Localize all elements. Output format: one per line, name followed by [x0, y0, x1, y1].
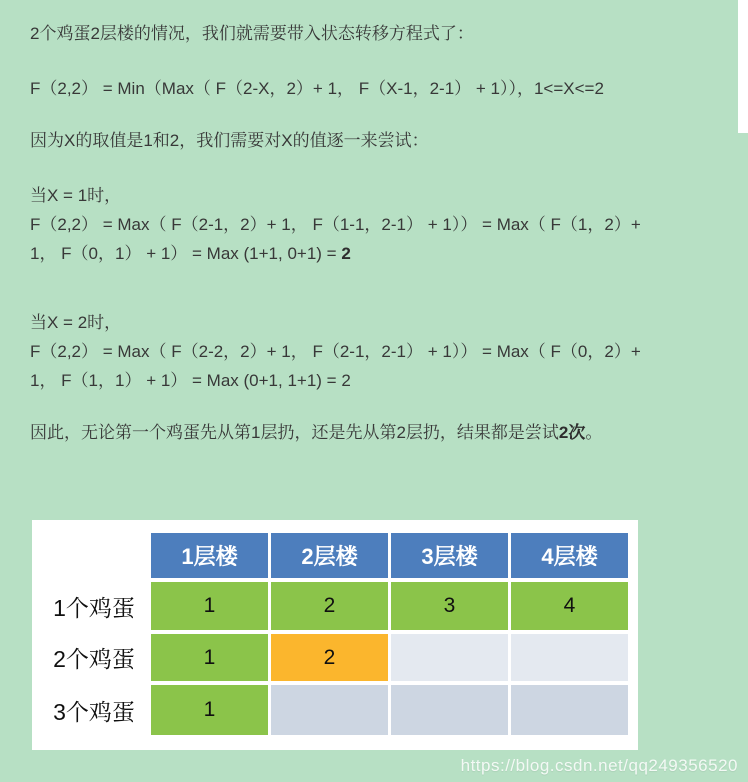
conclusion-emphasis: 2次: [558, 423, 586, 442]
case-x2-heading: 当X = 2时，: [30, 313, 122, 332]
try-x-paragraph: 因为X的取值是1和2，我们需要对X的值逐一来尝试：: [30, 131, 429, 150]
table-cell-r2c1: 1: [151, 634, 268, 681]
table-cell-r3c3-empty: [391, 685, 508, 735]
table-header-floor-1: 1层楼: [151, 533, 268, 578]
table-header-floor-4: 4层楼: [511, 533, 628, 578]
row-label-2-eggs: 2个鸡蛋: [40, 634, 148, 681]
egg-floor-table-panel: [32, 520, 638, 750]
conclusion-text: 因此，无论第一个鸡蛋先从第1层扔，还是先从第2层扔，结果都是尝试: [30, 423, 559, 442]
table-cell-r1c2: 2: [271, 582, 388, 630]
table-cell-r1c3: 3: [391, 582, 508, 630]
row-label-1-egg: 1个鸡蛋: [40, 582, 148, 630]
case-x2-formula-line1: F（2,2） = Max（ F（2-2，2）+ 1， F（2-1，2-1） + 1）） = Max（ F（0，2）+: [30, 342, 641, 361]
table-header-floor-2: 2层楼: [271, 533, 388, 578]
conclusion-period: 。: [585, 423, 603, 442]
scrollbar-track[interactable]: [738, 0, 748, 133]
table-cell-r1c4: 4: [511, 582, 628, 630]
table-cell-r3c2-empty: [271, 685, 388, 735]
case-x1-heading: 当X = 1时，: [30, 186, 122, 205]
watermark-url: https://blog.csdn.net/qq249356520: [460, 756, 738, 775]
case-x1-result: 2: [341, 244, 351, 263]
conclusion-paragraph: [30, 418, 602, 447]
case-x1-formula-line2: [30, 239, 641, 268]
table-cell-r2c2-highlighted: 2: [271, 634, 388, 681]
table-corner-cell: [40, 533, 148, 578]
egg-floor-table: [40, 533, 628, 735]
intro-paragraph: 2个鸡蛋2层楼的情况，我们就需要带入状态转移方程式了：: [30, 24, 474, 43]
row-label-3-eggs: 3个鸡蛋: [40, 685, 148, 735]
case-x1-formula-line1: F（2,2） = Max（ F（2-1，2）+ 1， F（1-1，2-1） + 1）） = Max（ F（1，2）+: [30, 215, 641, 234]
case-x2-formula-line2: 1， F（1，1） + 1） = Max (0+1, 1+1) = 2: [30, 371, 351, 390]
case-x2-block: [30, 308, 641, 395]
state-transition-formula: F（2,2） = Min（Max（ F（2-X，2）+ 1， F（X-1，2-1） + 1）），1<=X<=2: [30, 79, 604, 98]
case-x1-block: [30, 181, 641, 268]
table-cell-r3c1: 1: [151, 685, 268, 735]
case-x1-formula-line2-text: 1， F（0，1） + 1） = Max (1+1, 0+1) =: [30, 244, 342, 263]
table-cell-r3c4-empty: [511, 685, 628, 735]
table-cell-r2c4-empty: [511, 634, 628, 681]
table-cell-r1c1: 1: [151, 582, 268, 630]
table-header-floor-3: 3层楼: [391, 533, 508, 578]
table-cell-r2c3-empty: [391, 634, 508, 681]
